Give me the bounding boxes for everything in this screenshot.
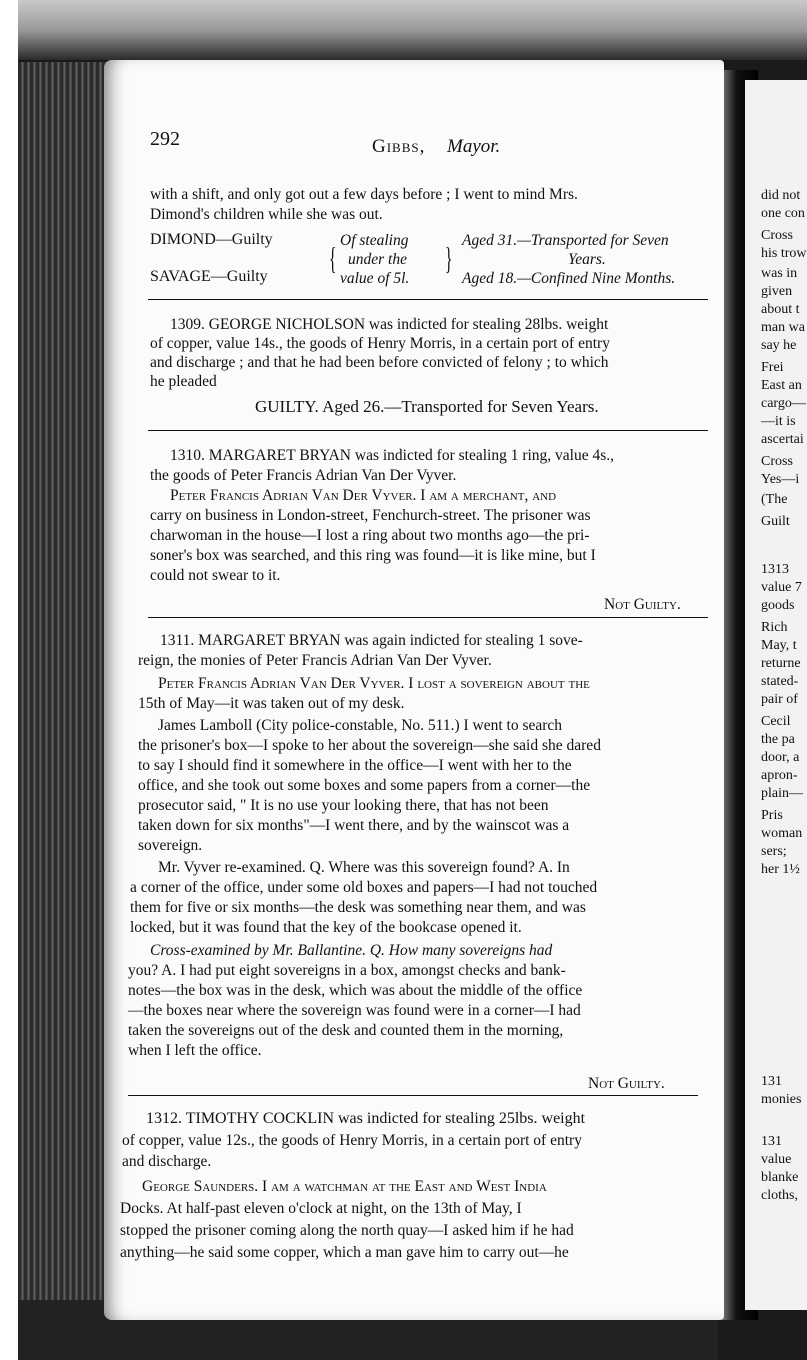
facing-page-line: Guilt — [761, 514, 790, 529]
facing-page-line: returne — [761, 656, 801, 671]
facing-page-line: woman — [761, 826, 803, 841]
facing-page-line: was in — [761, 266, 798, 281]
case-1311-line-7: to say I should find it somewhere in the office—I went with her to the — [138, 757, 572, 774]
case-1312-line-4: George Saunders. I am a watchman at the East and West India — [142, 1178, 547, 1195]
case-1309-verdict: GUILTY. Aged 26.—Transported for Seven Years. — [255, 397, 599, 416]
scan-left-margin — [0, 0, 18, 1360]
facing-page-line: ascertai — [761, 432, 804, 447]
case-1311-line-8: office, and she took out some boxes and some papers from a corner—the — [138, 777, 591, 794]
case-1311-line-9: prosecutor said, " It is no use your looking there, that has not been — [138, 797, 549, 814]
facing-page-line: sers; — [761, 844, 787, 859]
dimond-sentence-cont: Years. — [568, 251, 606, 268]
case-1309-line-4: he pleaded — [150, 373, 217, 390]
facing-page-line: door, a — [761, 750, 800, 765]
case-1309-line-1: 1309. GEORGE NICHOLSON was indicted for stealing 28lbs. weight — [170, 316, 609, 333]
case-1311-line-14: them for five or six months—the desk was something near them, and was — [130, 899, 586, 916]
facing-page-line: cargo— — [761, 396, 806, 411]
dimond-verdict: DIMOND—Guilty — [150, 231, 273, 248]
dimond-sentence: Aged 31.—Transported for Seven — [462, 232, 669, 249]
facing-page-line: 131 — [761, 1134, 782, 1149]
case-1311-line-20: taken the sovereigns out of the desk and counted them in the morning, — [128, 1022, 564, 1039]
case-1311-line-5: James Lamboll (City police-constable, No. 511.) I went to search — [158, 717, 563, 734]
case-1311-line-19: —the boxes near where the sovereign was found were in a corner—I had — [128, 1002, 581, 1019]
facing-page-line: about t — [761, 302, 800, 317]
facing-page-line: his trow — [761, 246, 807, 261]
case-1311-line-2: reign, the monies of Peter Francis Adrian Van Der Vyver. — [138, 652, 492, 669]
case-1312-line-3: and discharge. — [122, 1153, 212, 1170]
facing-page-line: given — [761, 284, 793, 299]
case-1312-line-2: of copper, value 12s., the goods of Henry Morris, in a certain port of entry — [122, 1132, 582, 1149]
facing-page-line: Cross — [761, 228, 793, 243]
intro-line-1: with a shift, and only got out a few days before ; I went to mind Mrs. — [150, 186, 578, 203]
facing-page-line: East an — [761, 378, 802, 393]
case-1311-verdict: Not Guilty. — [588, 1075, 665, 1092]
section-rule — [148, 299, 708, 300]
facing-page-line: say he — [761, 338, 797, 353]
facing-page-line: (The — [761, 492, 788, 507]
savage-verdict: SAVAGE—Guilty — [150, 268, 268, 285]
case-1310-line-2: the goods of Peter Francis Adrian Van Der Vyver. — [150, 467, 457, 484]
case-1310-verdict: Not Guilty. — [604, 596, 681, 613]
running-title-name: Gibbs, — [372, 136, 426, 157]
facing-page-line: Cecil — [761, 714, 791, 729]
case-1312-line-1: 1312. TIMOTHY COCKLIN was indicted for stealing 25lbs. weight — [146, 1110, 586, 1127]
case-1311-line-15: locked, but it was found that the key of the bookcase opened it. — [130, 919, 522, 936]
facing-page-line: Pris — [761, 808, 783, 823]
savage-sentence: Aged 18.—Confined Nine Months. — [462, 270, 676, 287]
facing-page-line: cloths, — [761, 1188, 798, 1203]
case-1309-line-2: of copper, value 14s., the goods of Henry Morris, in a certain port of entry — [150, 335, 610, 352]
facing-page-line: the pa — [761, 732, 795, 747]
case-1310-line-7: could not swear to it. — [150, 567, 281, 584]
facing-page-line: Cross — [761, 454, 793, 469]
case-1311-line-3: Peter Francis Adrian Van Der Vyver. I lost a sovereign about the — [158, 675, 590, 692]
case-1311-line-21: when I left the office. — [128, 1042, 262, 1059]
facing-page-line: goods — [761, 598, 795, 613]
facing-page-line: man wa — [761, 320, 805, 335]
facing-page-line: Yes—i — [761, 472, 800, 487]
intro-line-2: Dimond's children while she was out. — [150, 206, 383, 223]
charge-line-2: under the — [348, 251, 407, 268]
facing-page-line: her 1½ — [761, 862, 800, 877]
facing-page-line: —it is — [761, 414, 796, 429]
page-number: 292 — [150, 128, 180, 150]
case-1310-line-5: charwoman in the house—I lost a ring about two months ago—the pri- — [150, 527, 590, 544]
section-rule — [148, 617, 708, 618]
left-brace: { — [328, 240, 337, 276]
case-1310-line-4: carry on business in London-street, Fenchurch-street. The prisoner was — [150, 507, 591, 524]
case-1311-line-16: Cross-examined by Mr. Ballantine. Q. How many sovereigns had — [150, 942, 553, 959]
charge-line-3: value of 5l. — [340, 270, 410, 287]
case-1312-line-6: stopped the prisoner coming along the north quay—I asked him if he had — [120, 1222, 574, 1239]
charge-line-1: Of stealing — [340, 232, 409, 249]
case-1312-line-7: anything—he said some copper, which a man gave him to carry out—he — [120, 1244, 569, 1261]
facing-page-line: Frei — [761, 360, 784, 375]
facing-page-line: plain— — [761, 786, 803, 801]
case-1311-line-11: sovereign. — [138, 837, 203, 854]
case-1311-line-4: 15th of May—it was taken out of my desk. — [138, 695, 405, 712]
case-1311-line-18: notes—the box was in the desk, which was about the middle of the office — [128, 982, 583, 999]
facing-page-line: apron- — [761, 768, 798, 783]
facing-page-line: 131 — [761, 1074, 782, 1089]
facing-page-line: stated- — [761, 674, 799, 689]
facing-page-line: value — [761, 1152, 792, 1167]
facing-page-line: one con — [761, 206, 805, 221]
case-1311-line-10: taken down for six months"—I went there, and by the wainscot was a — [138, 817, 570, 834]
section-rule — [128, 1095, 698, 1096]
case-1311-line-17: you? A. I had put eight sovereigns in a box, amongst checks and bank- — [128, 962, 566, 979]
facing-page-line: Rich — [761, 620, 788, 635]
facing-page-line: monies — [761, 1092, 802, 1107]
case-1311-line-1: 1311. MARGARET BRYAN was again indicted for stealing 1 sove- — [160, 632, 583, 649]
facing-page-fragment — [745, 80, 807, 1310]
case-1309-line-3: and discharge ; and that he had been before convicted of felony ; to which — [150, 354, 609, 371]
right-brace: } — [444, 240, 453, 276]
facing-page-line: pair of — [761, 692, 798, 707]
facing-page-line: 1313 — [761, 562, 789, 577]
running-title-office: Mayor. — [447, 136, 501, 157]
case-1310-line-1: 1310. MARGARET BRYAN was indicted for stealing 1 ring, value 4s., — [170, 447, 615, 464]
facing-page-line: blanke — [761, 1170, 799, 1185]
facing-page-line: did not — [761, 188, 801, 203]
section-rule — [148, 430, 708, 431]
scan-top-band — [0, 0, 807, 60]
facing-page-line: May, t — [761, 638, 797, 653]
case-1311-line-12: Mr. Vyver re-examined. Q. Where was this sovereign found? A. In — [158, 859, 570, 876]
facing-page-line: value 7 — [761, 580, 802, 595]
case-1310-line-3: Peter Francis Adrian Van Der Vyver. I am a merchant, and — [170, 487, 557, 504]
case-1310-line-6: soner's box was searched, and this ring was found—it is like mine, but I — [150, 547, 596, 564]
case-1311-line-6: the prisoner's box—I spoke to her about the sovereign—she said she dared — [138, 737, 601, 754]
case-1312-line-5: Docks. At half-past eleven o'clock at night, on the 13th of May, I — [120, 1200, 522, 1217]
book-page-edges — [18, 62, 108, 1360]
case-1311-line-13: a corner of the office, under some old boxes and papers—I had not touched — [130, 879, 598, 896]
